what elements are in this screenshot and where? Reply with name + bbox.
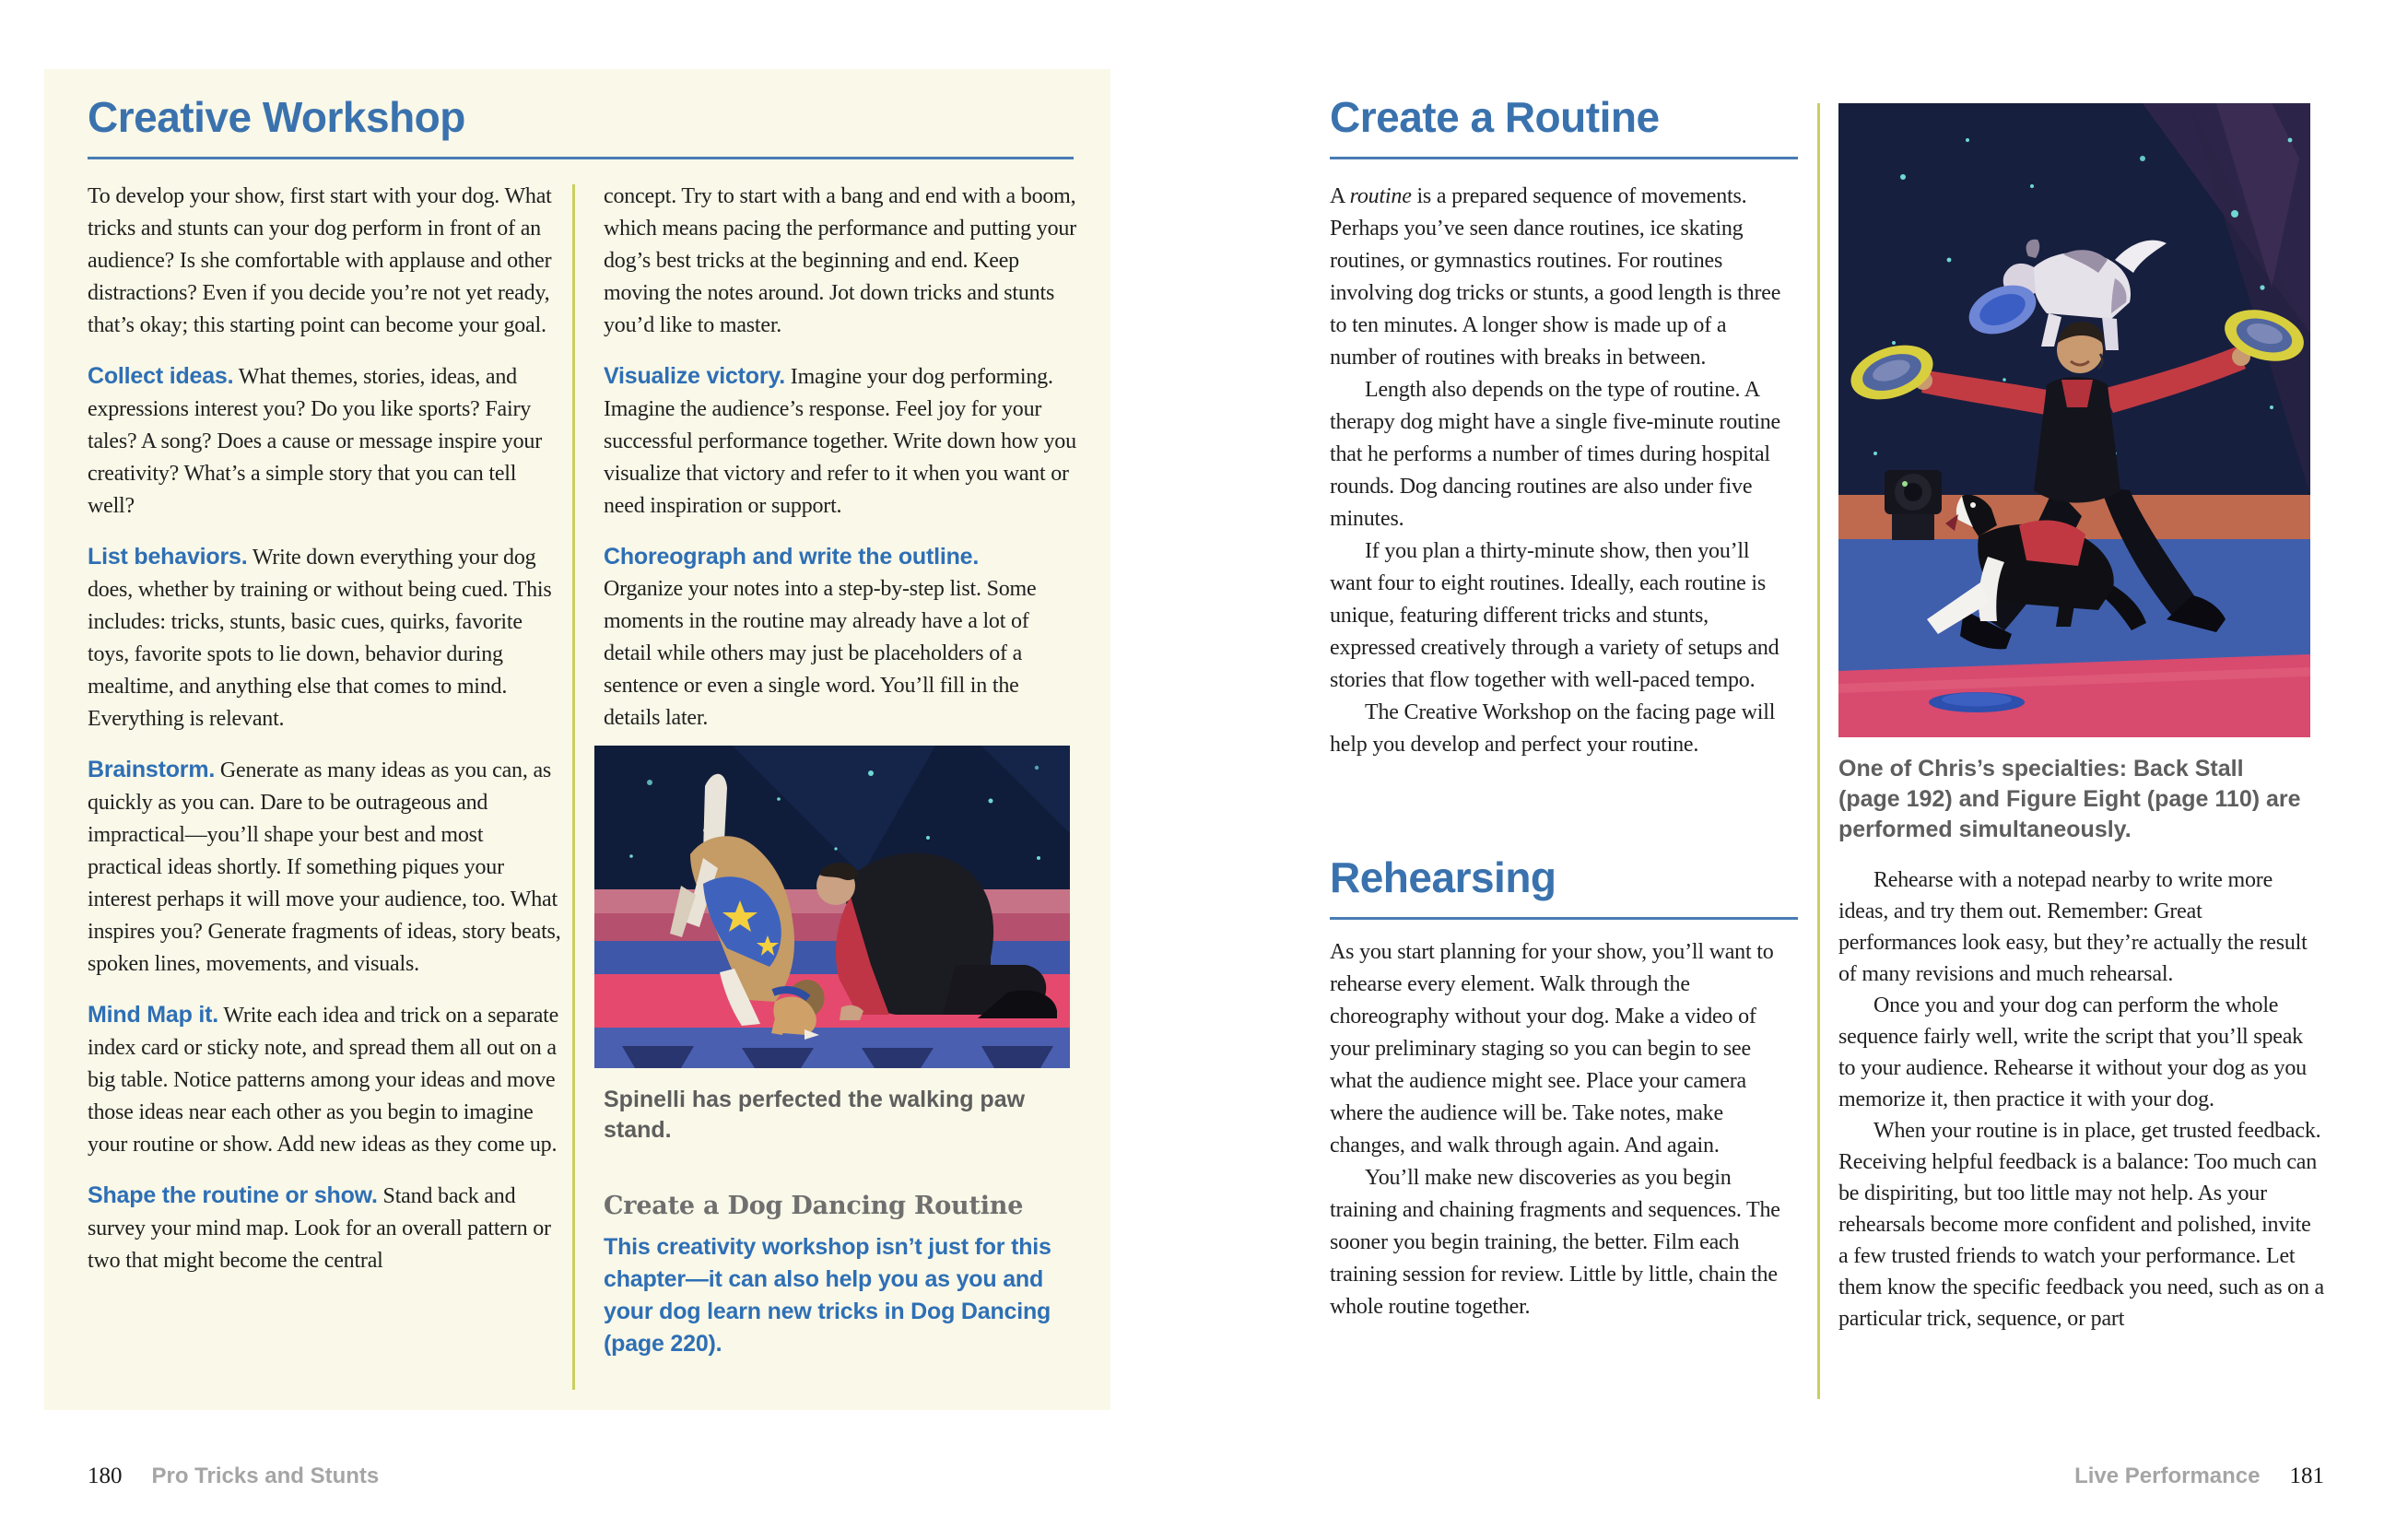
title-rule-right: [1330, 157, 1798, 159]
photo-back-stall: [1838, 103, 2310, 737]
section-visualize-victory: Visualize victory. Imagine your dog performing. Imagine the audience’s response. Feel joy for your successful performance together. Write down how you visualize that victory and refer to it when you want or need inspiration or support.: [604, 363, 1076, 518]
section-lead: Mind Map it.: [88, 1002, 219, 1028]
left-page-column-1: [88, 181, 562, 1277]
section-shape-routine: Shape the routine or show. Stand back and survey your mind map. Look for an overall pattern or two that might become the central: [88, 1182, 551, 1273]
intro-paragraph: To develop your show, first start with your dog. What tricks and stunts can your dog perform in front of an audience? Is she comfortable with applause and other distractions? Even if you decide you’re not yet ready, that’s okay; this starting point can become your goal.: [88, 184, 552, 337]
rehearsing-paragraph: As you start planning for your show, you’ll want to rehearse every element. Walk through the choreography without your dog. Make a video of your preliminary staging so you can begin to see what the audience might see. Place your camera where the audience will be. Take notes, make changes, and walk through again. And again.: [1330, 940, 1774, 1158]
continuation-paragraph: Rehearse with a notepad nearby to write more ideas, and try them out. Remember: Great performances look easy, but they’re actually the result of many revisions and much rehearsal.: [1838, 868, 2308, 986]
chapter-label-right: Live Performance: [2074, 1464, 2261, 1488]
page-number-180: 180: [88, 1464, 123, 1488]
section-lead: Visualize victory.: [604, 363, 785, 389]
section-mind-map: Mind Map it. Write each idea and trick on a separate index card or sticky note, and spread them all out on a big table. Notice patterns among your ideas and move those ideas near each other as you begin to imagine your routine or show. Add new ideas as they come up.: [88, 1002, 559, 1157]
photo-paw-stand: [594, 746, 1070, 1068]
section-choreograph: Choreograph and write the outline. Organize your notes into a step-by-step list. Some moments in the routine may already have a lot of detail while others may just be placeholders of a sentence or even a single word. You’ll fill in the details later.: [604, 541, 1078, 735]
section-collect-ideas: Collect ideas. What themes, stories, ideas, and expressions interest you? Do you like sports? Fairy tales? A song? Does a cause or message inspire your creativity? What’s a simple story that you can tell well?: [88, 363, 542, 518]
continuation-paragraph: Once you and your dog can perform the whole sequence fairly well, write the script that you’ll speak to your audience. Rehearse it without your dog as you memorize it, then practice it with your dog.: [1838, 993, 2307, 1111]
continuation-paragraph: When your routine is in place, get trusted feedback. Receiving helpful feedback is a balance: Too much can be dispiriting, but too little may not help. As your rehearsals become more confident and polished, invite a few trusted friends to watch your performance. Let them know the specific feedback you need, such as on a particular trick, sequence, or part: [1838, 1119, 2325, 1331]
right-page-column-3: [1838, 864, 2325, 1334]
title-rule-left: [88, 157, 1074, 159]
section-lead: List behaviors.: [88, 544, 248, 570]
section-title-rehearsing: Rehearsing: [1330, 853, 1556, 901]
rehearsing-paragraph: You’ll make new discoveries as you begin training and chaining fragments and sequences. The sooner you begin training, the better. Film each training session for review. Little by little, chain the whole routine together.: [1330, 1166, 1780, 1319]
photo-caption-right: One of Chris’s specialties: Back Stall (page 192) and Figure Eight (page 110) are performed simultaneously.: [1838, 756, 2301, 842]
italic-routine: routine: [1349, 184, 1412, 208]
routine-paragraph: Length also depends on the type of routine. A therapy dog might have a single five-minute routine that he performs a number of times during hospital rounds. Dog dancing routines are also under five minutes.: [1330, 378, 1780, 531]
routine-paragraph: The Creative Workshop on the facing page will help you develop and perfect your routine.: [1330, 700, 1776, 757]
section-lead: Shape the routine or show.: [88, 1182, 378, 1208]
section-list-behaviors: List behaviors. Write down everything your dog does, whether by training or without being cued. This includes: tricks, stunts, basic cues, quirks, favorite toys, favorite spots to lie down, behavior during mealtime, and anything else that comes to mind. Everything is relevant.: [88, 544, 552, 731]
left-page-column-2: [604, 181, 1078, 1360]
section-lead: Brainstorm.: [88, 757, 216, 782]
continuation-paragraph: concept. Try to start with a bang and end with a boom, which means pacing the performance and putting your dog’s best tricks at the beginning and end. Keep moving the notes around. Jot down tricks and stunts you’d like to master.: [604, 184, 1076, 337]
page-number-181: 181: [2289, 1464, 2324, 1488]
section-brainstorm: Brainstorm. Generate as many ideas as you can, as quickly as you can. Dare to be outrageous and impractical—you’ll shape your best and most practical ideas shortly. If something piques your interest perhaps it will move your audience, too. What inspires you? Generate fragments of ideas, story beats, spoken lines, movements, and visuals.: [88, 757, 561, 976]
column-divider-left-page: [572, 184, 575, 1390]
routine-intro-paragraph: A routine is a prepared sequence of movements. Perhaps you’ve seen dance routines, ice skating routines, or gymnastics routines. For routines involving dog tricks or stunts, a good length is three to ten minutes. A longer show is made up of a number of routines with breaks in between.: [1330, 184, 1781, 370]
chapter-label-left: Pro Tricks and Stunts: [151, 1464, 380, 1488]
column-divider-right-page: [1817, 103, 1820, 1399]
rehearsing-column: [1330, 936, 1783, 1323]
page-title-creative-workshop: Creative Workshop: [88, 93, 465, 141]
rehearsing-rule: [1330, 917, 1798, 920]
footer-right: [2074, 1464, 2324, 1489]
footer-left: [88, 1464, 379, 1489]
callout-title: Create a Dog Dancing Routine: [604, 1192, 1024, 1220]
routine-paragraph: If you plan a thirty-minute show, then you’ll want four to eight routines. Ideally, each routine is unique, featuring different tricks and stunts, expressed creatively through a variety of setups and stories that flow together with well-paced tempo.: [1330, 539, 1779, 692]
photo-caption-left: Spinelli has perfected the walking paw stand.: [604, 1087, 1026, 1143]
callout-text: This creativity workshop isn’t just for this chapter—it can also help you as you and your dog learn new tricks in Dog Dancing (page 220).: [604, 1234, 1051, 1357]
section-lead: Choreograph and write the outline.: [604, 544, 980, 570]
page-title-create-a-routine: Create a Routine: [1330, 93, 1660, 141]
section-lead: Collect ideas.: [88, 363, 234, 389]
right-page-main-column: [1330, 181, 1783, 761]
